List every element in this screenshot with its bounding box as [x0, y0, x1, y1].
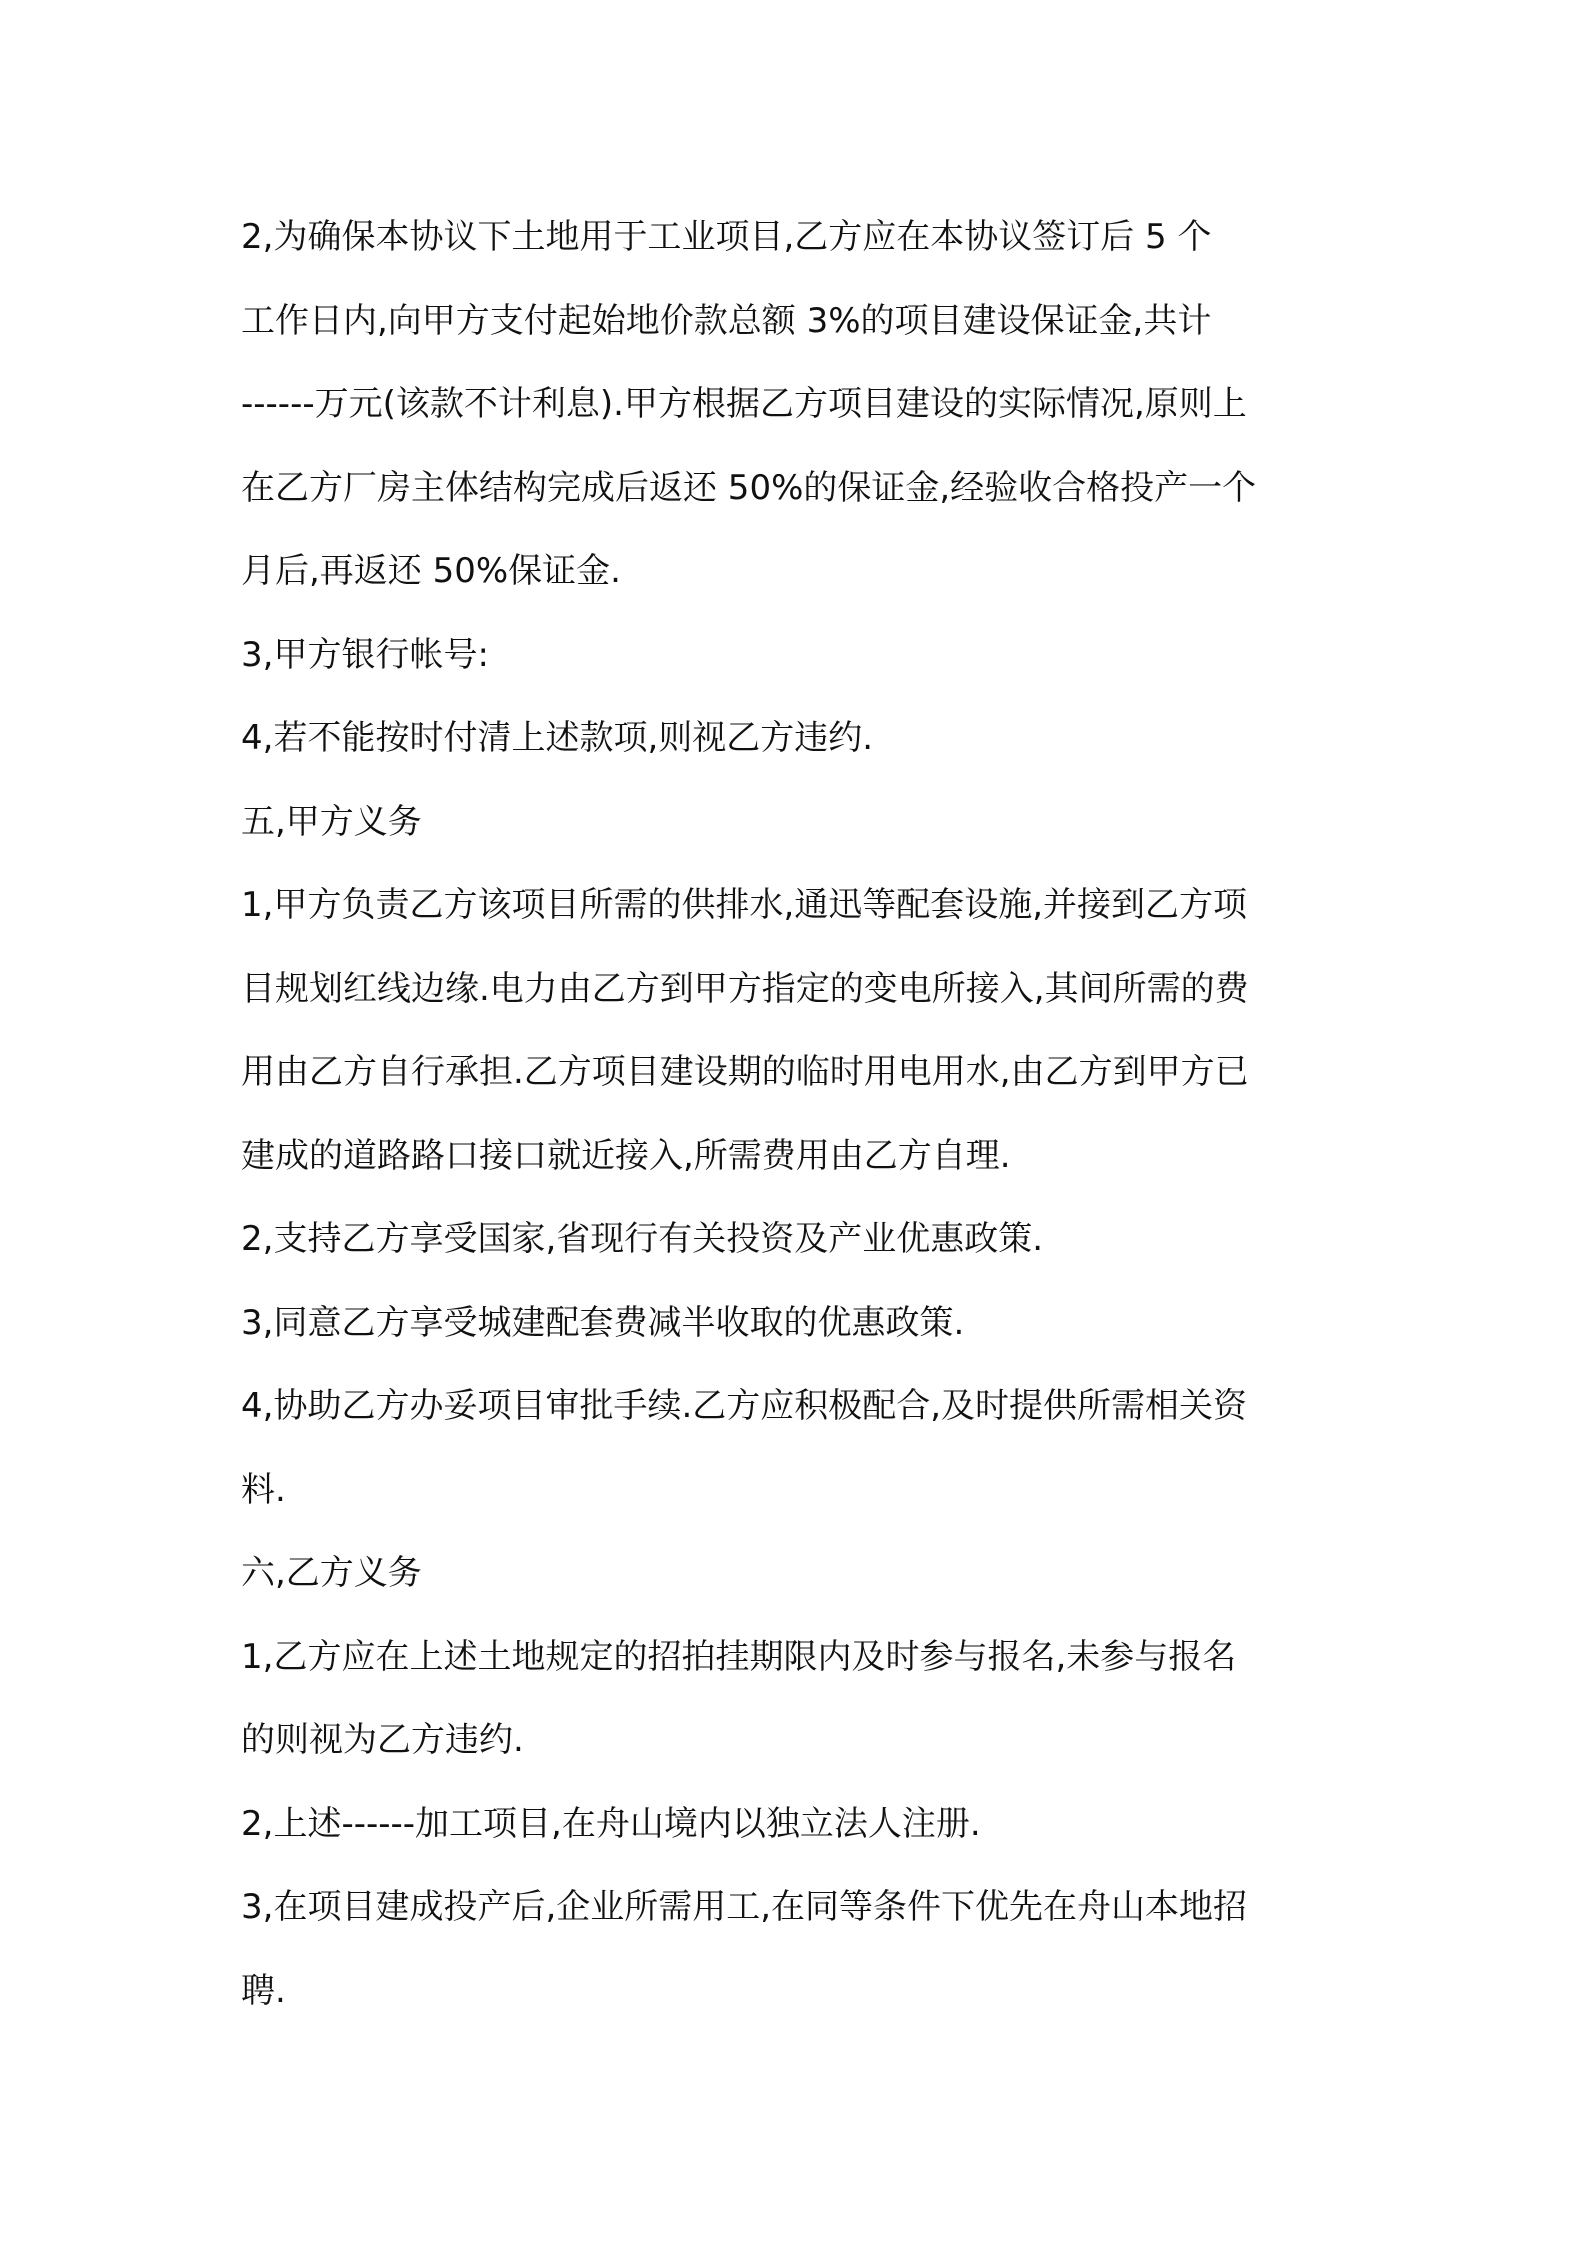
paragraph-line: 建成的道路路口接口就近接入,所需费用由乙方自理. — [241, 1135, 1011, 1176]
section-heading: 六,乙方义务 — [241, 1553, 422, 1593]
paragraph-line: 月后,再返还 50%保证金. — [241, 551, 621, 591]
paragraph-line: 用由乙方自行承担.乙方项目建设期的临时用电用水,由乙方到甲方已 — [241, 1052, 1249, 1092]
paragraph-line: 在乙方厂房主体结构完成后返还 50%的保证金,经验收合格投产一个 — [241, 467, 1257, 508]
paragraph-line: 料. — [241, 1469, 286, 1510]
section-heading: 五,甲方义务 — [241, 801, 422, 842]
document-body — [241, 196, 1361, 2033]
paragraph-line: 1,甲方负责乙方该项目所需的供排水,通迅等配套设施,并接到乙方项 — [241, 885, 1248, 925]
paragraph-line: 1,乙方应在上述土地规定的招拍挂期限内及时参与报名,未参与报名 — [241, 1636, 1237, 1677]
paragraph-line: 4,若不能按时付清上述款项,则视乙方违约. — [241, 718, 874, 758]
paragraph-line: 2,上述------加工项目,在舟山境内以独立法人注册. — [241, 1803, 981, 1844]
paragraph-line: 目规划红线边缘.电力由乙方到甲方指定的变电所接入,其间所需的费 — [241, 968, 1249, 1009]
paragraph-line: 3,同意乙方享受城建配套费减半收取的优惠政策. — [241, 1302, 965, 1343]
paragraph-line: 的则视为乙方违约. — [241, 1720, 524, 1760]
paragraph-line: 2,支持乙方享受国家,省现行有关投资及产业优惠政策. — [241, 1219, 1044, 1259]
paragraph-line: 3,在项目建成投产后,企业所需用工,在同等条件下优先在舟山本地招 — [241, 1887, 1248, 1927]
paragraph-line: 4,协助乙方办妥项目审批手续.乙方应积极配合,及时提供所需相关资 — [241, 1386, 1248, 1426]
paragraph-line: 工作日内,向甲方支付起始地价款总额 3%的项目建设保证金,共计 — [241, 300, 1212, 341]
paragraph-line: 2,为确保本协议下土地用于工业项目,乙方应在本协议签订后 5 个 — [241, 217, 1212, 257]
paragraph-line: 聘. — [241, 1970, 286, 2011]
paragraph-line: 3,甲方银行帐号: — [241, 634, 489, 675]
paragraph-line: ------万元(该款不计利息).甲方根据乙方项目建设的实际情况,原则上 — [241, 384, 1247, 424]
